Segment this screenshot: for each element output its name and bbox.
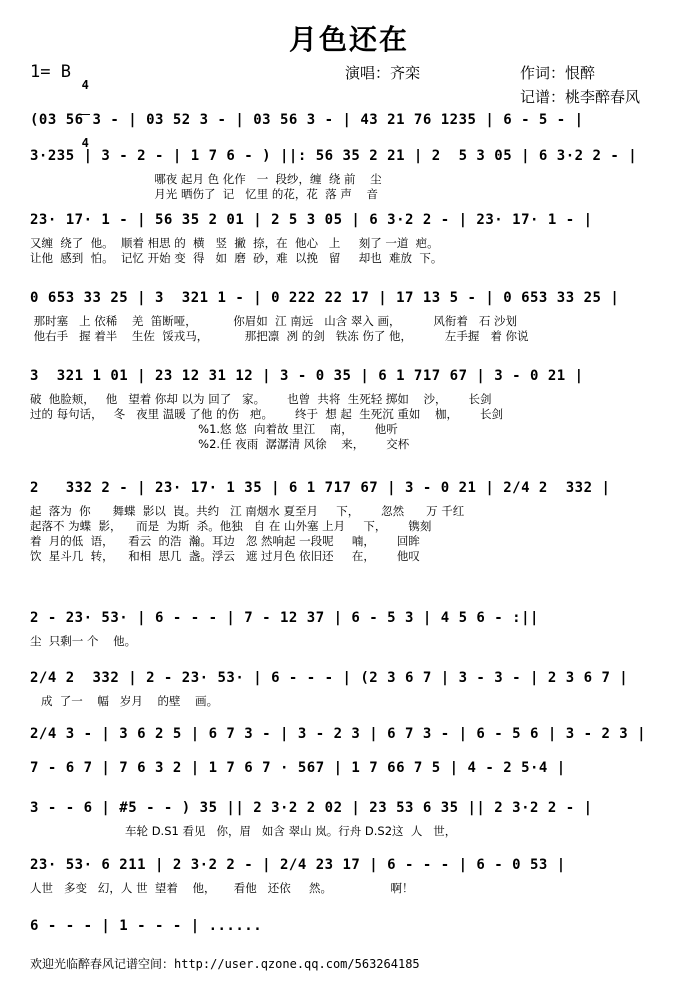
notation-line: 23· 53· 6 211 | 2 3·2 2 - | 2/4 23 17 | 6 - - - | 6 - 0 53 | [30, 857, 566, 873]
lyric-line: 起 落为 你 舞蝶 影以 崀。共约 江 南烟水 夏至月 下， 忽然 万 千红 [30, 504, 465, 518]
lyric-line: 人世 多变 幻，人 世 望着 他， 看他 还依 然。 啊！ [30, 881, 414, 895]
lyric-line: 着 月的低 语， 看云 的浩 瀚。耳边 忽 然响起 一段呢 喃， 回眸 [30, 534, 420, 548]
time-signature [78, 58, 92, 160]
footer-link-text: 欢迎光临醉春风记谱空间：http://user.qzone.qq.com/563264185 [30, 957, 420, 971]
notation-line: 23· 17· 1 - | 56 35 2 01 | 2 5 3 05 | 6 3·2 2 - | 23· 17· 1 - | [30, 212, 593, 228]
lyric-line: 过的 每句话， 冬 夜里 温暖 了他 的伤 疤。 终于 想 起 生死沉 重如 枷， 长剑 [30, 407, 503, 421]
lyricist-credit: 作词：恨醉 [520, 64, 596, 82]
lyric-line: 又缠 绕了 他。 顺着 相思 的 横 竖 撇 捺，在 他心 上 刻了 一道 疤。 [30, 236, 439, 250]
lyric-line: 让他 感到 怕。 记忆 开始 变 得 如 磨 砂，难 以挽 留 却也 难放 下。 [30, 251, 443, 265]
notation-line: 6 - - - | 1 - - - | ...... [30, 918, 263, 934]
lyric-line: 他右手 握 着半 生佐 馁戎马， 那把凛 冽 的剑 铁冻 伤了 他， 左手握 着 你说 [30, 329, 529, 343]
notation-line: 3·235 | 3 - 2 - | 1 7 6 - ) ||: 56 35 2 21 | 2 5 3 05 | 6 3·2 2 - | [30, 148, 638, 164]
lyric-line: %1.悠 悠 向着故 里江 南， 他听 [30, 422, 398, 436]
lyric-line: 月光 晒伤了 记 忆里 的花，花 落 声 音 [30, 187, 378, 201]
song-title: 月色还在 [288, 23, 409, 56]
notation-line: 2 - 23· 53· | 6 - - - | 7 - 12 37 | 6 - 5 3 | 4 5 6 - :|| [30, 610, 539, 626]
notation-line: 3 321 1 01 | 23 12 31 12 | 3 - 0 35 | 6 1 717 67 | 3 - 0 21 | [30, 368, 584, 384]
lyric-line: 车轮 D.S1 看见 你，眉 如含 翠山 岚。行舟 D.S2这 人 世， [30, 824, 457, 838]
notation-line: 3 - - 6 | #5 - - ) 35 || 2 3·2 2 02 | 23 53 6 35 || 2 3·2 2 - | [30, 800, 593, 816]
transcriber-credit: 记谱：桃李醉春风 [520, 88, 641, 106]
lyric-line: 尘 只剩一 个 他。 [30, 634, 137, 648]
notation-line: 2/4 3 - | 3 6 2 5 | 6 7 3 - | 3 - 2 3 | 6 7 3 - | 6 - 5 6 | 3 - 2 3 | [30, 726, 647, 742]
lyric-line: 那时塞 上 依稀 羌 笛断哑， 你眉如 江 南远 山含 翠入 画， 风衔着 石 沙划 [30, 314, 518, 328]
notation-line: 2 332 2 - | 23· 17· 1 35 | 6 1 717 67 | 3 - 0 21 | 2/4 2 332 | [30, 480, 611, 496]
lyric-line: 哪夜 起月 色 化作 一 段纱，缠 绕 前 尘 [30, 172, 382, 186]
lyric-line: 成 了一 幅 岁月 的壁 画。 [30, 694, 219, 708]
lyric-line: 起落不 为蝶 影， 而是 为斯 杀。他独 自 在 山外塞 上月 下， 镌刻 [30, 519, 432, 533]
singer-credit: 演唱：齐栾 [345, 64, 421, 82]
notation-line: 2/4 2 332 | 2 - 23· 53· | 6 - - - | (2 3 6 7 | 3 - 3 - | 2 3 6 7 | [30, 670, 629, 686]
time-sig-bottom: 4 [81, 136, 89, 150]
time-sig-top: 4 [81, 78, 89, 92]
lyric-line: 饮 星斗几 转， 和相 思几 盏。浮云 遮 过月色 依旧还 在， 他叹 [30, 549, 420, 563]
notation-line: (03 56 3 - | 03 52 3 - | 03 56 3 - | 43 21 76 1235 | 6 - 5 - | [30, 112, 584, 128]
notation-line: 0 653 33 25 | 3 321 1 - | 0 222 22 17 | 17 13 5 - | 0 653 33 25 | [30, 290, 620, 306]
notation-line: 7 - 6 7 | 7 6 3 2 | 1 7 6 7 · 567 | 1 7 66 7 5 | 4 - 2 5·4 | [30, 760, 566, 776]
lyric-line: %2.任 夜雨 潺潺清 风徐 来， 交杯 [30, 437, 410, 451]
lyric-line: 破 他脸颊， 他 望着 你却 以为 回了 家。 也曾 共将 生死轻 掷如 沙， 长剑 [30, 392, 492, 406]
key-signature: 1= B [30, 62, 71, 82]
